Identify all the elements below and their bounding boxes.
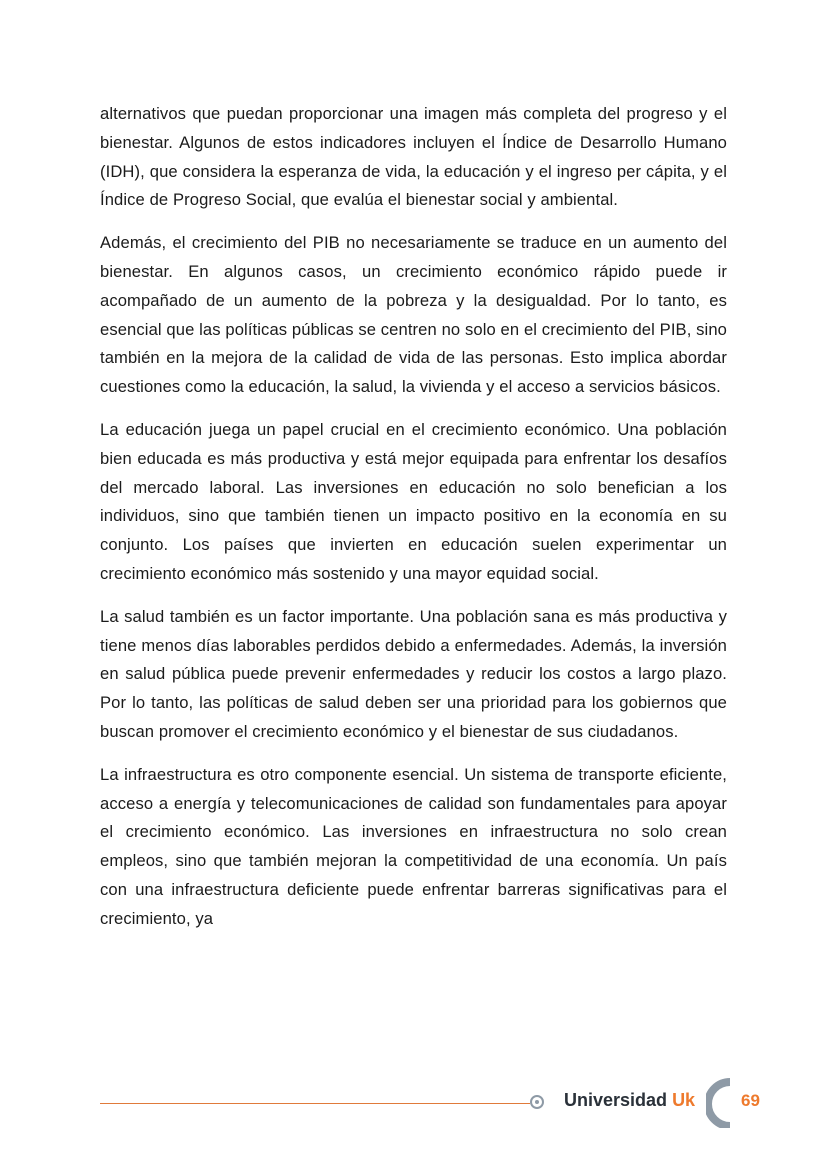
paragraph-3: La educación juega un papel crucial en el crecimiento económico. Una población bien educada es más productiva y está mejor equipada para enfrentar los desafíos del mercado laboral. Las inversiones en educación no solo benefician a los individuos, sino que también tienen un impacto positivo en la economía en su conjunto. Los países que invierten en educación suelen experimentar un crecimiento económico más sostenido y una mayor equidad social. [100, 419, 727, 583]
page-footer [0, 1076, 828, 1136]
paragraph-1: alternativos que puedan proporcionar una imagen más completa del progreso y el bienestar. Algunos de estos indicadores incluyen el Índice de Desarrollo Humano (IDH), que considera la esperanza de vida, la educación y el ingreso per cápita, y el Índice de Progreso Social, que evalúa el bienestar social y ambiental. [100, 104, 727, 210]
paragraph-5: La infraestructura es otro componente esencial. Un sistema de transporte eficiente, acceso a energía y telecomunicaciones de calidad son fundamentales para apoyar el crecimiento económico. Las inversiones en infraestructura no solo crean empleos, sino que también mejoran la competitividad de una economía. Un país con una infraestructura deficiente puede enfrentar barreras significativas para el crecimiento, ya [100, 764, 727, 928]
page-body [100, 100, 727, 948]
paragraph-4: La salud también es un factor importante. Una población sana es más productiva y tiene menos días laborables perdidos debido a enfermedades. Además, la inversión en salud pública puede prevenir enfermedades y reducir los costos a largo plazo. Por lo tanto, las políticas de salud deben ser una prioridad para los gobiernos que buscan promover el crecimiento económico y el bienestar de sus ciudadanos. [100, 606, 727, 741]
page-number: 69 [741, 1091, 760, 1110]
footer-rule [100, 1103, 530, 1104]
brand-accent: Uk [672, 1090, 696, 1110]
paragraph-2: Además, el crecimiento del PIB no necesariamente se traduce en un aumento del bienestar. En algunos casos, un crecimiento económico rápido puede ir acompañado de un aumento de la pobreza y la desigualdad. Por lo tanto, es esencial que las políticas públicas se centren no solo en el crecimiento del PIB, sino también en la mejora de la calidad de vida de las personas. Esto implica abordar cuestiones como la educación, la salud, la vivienda y el acceso a servicios básicos. [100, 233, 727, 397]
target-dot-icon [530, 1095, 544, 1109]
brand-name: Universidad [564, 1090, 668, 1110]
brand-logo [564, 1090, 695, 1111]
